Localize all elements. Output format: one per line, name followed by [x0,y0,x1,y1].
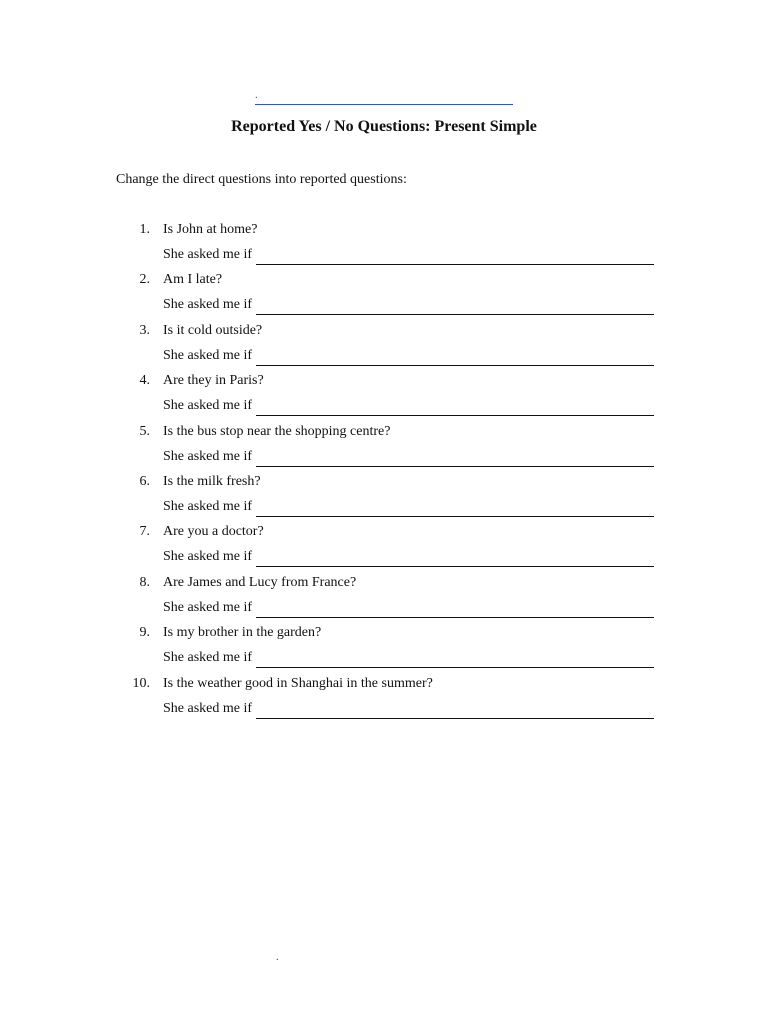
answer-input-5[interactable] [256,449,654,467]
question-item-6 [0,470,768,520]
question-item-5 [0,420,768,470]
question-text: Is the bus stop near the shopping centre? [163,423,391,439]
answer-prompt: She asked me if [163,297,253,313]
question-item-2 [0,268,768,318]
question-text: Are you a doctor? [163,524,264,540]
question-number: 1. [139,222,150,237]
question-number: 9. [139,625,150,641]
answer-input-3[interactable] [256,348,654,366]
question-item-7 [0,520,768,570]
question-text: Is it cold outside? [163,322,263,338]
question-text: Are they in Paris? [163,373,264,389]
footer-mark: . [276,952,279,963]
answer-input-9[interactable] [256,650,654,668]
answer-prompt: She asked me if [163,498,253,514]
answer-row [163,547,654,567]
question-text: Is my brother in the garden? [163,625,322,641]
answer-row [163,497,654,517]
question-number: 6. [139,473,150,489]
answer-input-6[interactable] [256,499,654,517]
answer-row [163,648,654,668]
answer-prompt: She asked me if [163,448,253,464]
answer-row [163,447,654,467]
question-number: 8. [139,574,150,590]
question-number: 7. [139,524,150,540]
question-list [0,218,768,722]
answer-input-10[interactable] [256,701,654,719]
question-text: Am I late? [163,272,223,288]
answer-prompt: She asked me if [163,247,253,262]
question-item-8 [0,571,768,621]
question-number: 10. [132,675,150,691]
answer-prompt: She asked me if [163,549,253,565]
question-item-1 [0,218,768,268]
answer-row [163,598,654,618]
question-item-10 [0,672,768,722]
question-text: Are James and Lucy from France? [163,574,357,590]
answer-row [163,699,654,719]
answer-row [163,396,654,416]
question-number: 5. [139,423,150,439]
question-number: 2. [139,272,150,288]
question-text: Is the weather good in Shanghai in the summer? [163,675,433,691]
answer-prompt: She asked me if [163,347,253,363]
answer-input-4[interactable] [256,398,654,416]
answer-prompt: She asked me if [163,650,253,666]
question-item-4 [0,369,768,419]
answer-prompt: She asked me if [163,599,253,615]
answer-prompt: She asked me if [163,700,253,716]
answer-input-7[interactable] [256,549,654,567]
answer-input-8[interactable] [256,600,654,618]
question-number: 4. [139,373,150,389]
page-title: Reported Yes / No Questions: Present Simple [231,118,537,135]
header-link[interactable]: . [255,88,513,105]
answer-prompt: She asked me if [163,398,253,414]
instruction-text: Change the direct questions into reported questions: [116,172,407,187]
answer-input-1[interactable] [256,247,654,265]
answer-row [163,295,654,315]
question-text: Is John at home? [163,222,258,237]
answer-input-2[interactable] [256,297,654,315]
question-number: 3. [139,322,150,338]
question-text: Is the milk fresh? [163,473,261,489]
answer-row [163,245,654,265]
question-item-9 [0,621,768,671]
answer-row [163,346,654,366]
question-item-3 [0,319,768,369]
